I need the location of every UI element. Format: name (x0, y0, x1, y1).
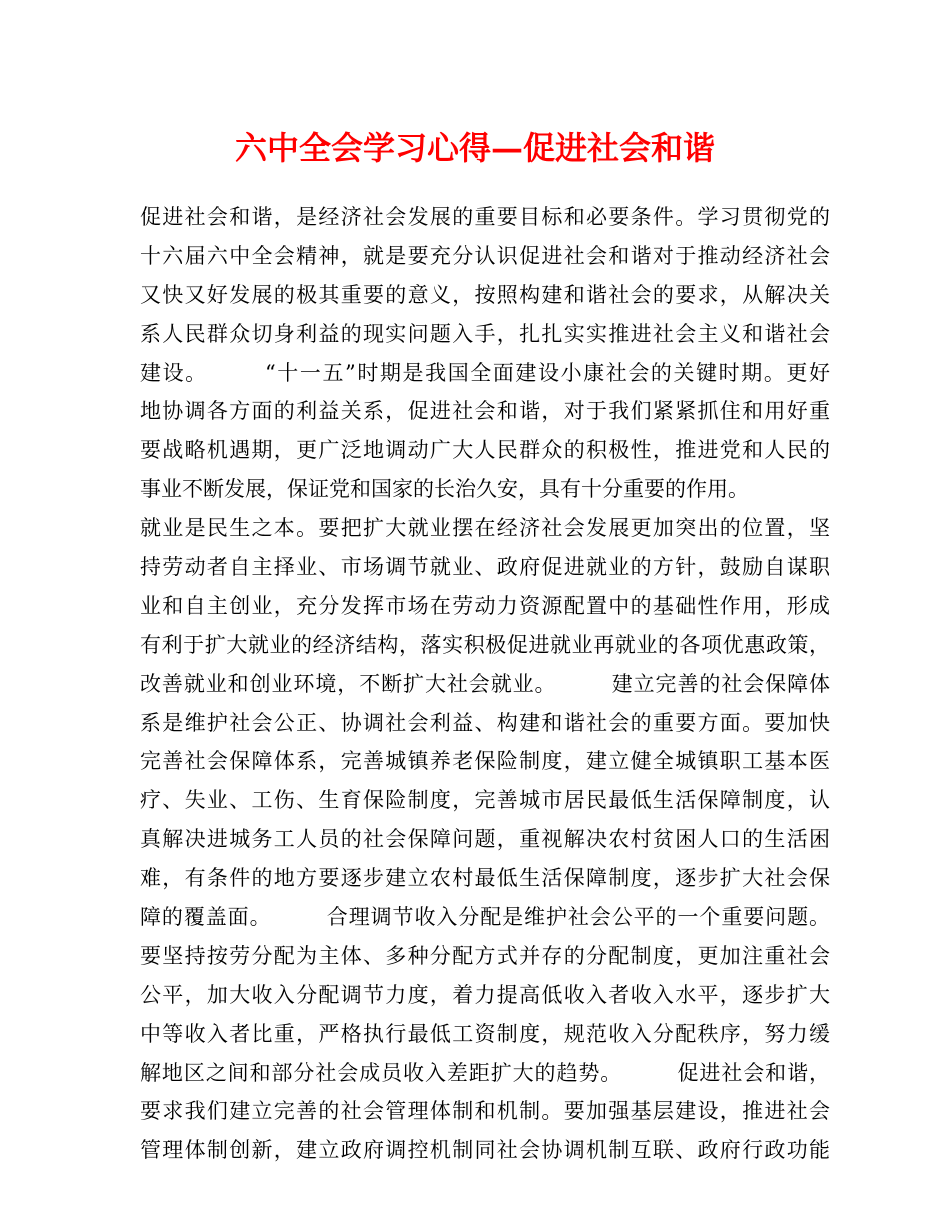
body-line: 系是维护社会公正、协调社会利益、构建和谐社会的重要方面。要加快 (140, 710, 830, 735)
body-line: 要战略机遇期，更广泛地调动广大人民群众的积极性，推进党和人民的 (140, 438, 830, 463)
document-body (140, 198, 830, 1170)
body-line: 障的覆盖面。 合理调节收入分配是维护社会公平的一个重要问题。 (140, 905, 830, 930)
body-line: 完善社会保障体系，完善城镇养老保险制度，建立健全城镇职工基本医 (140, 749, 830, 774)
body-line: 又快又好发展的极其重要的意义，按照构建和谐社会的要求，从解决关 (140, 282, 830, 307)
body-line: 业和自主创业，充分发挥市场在劳动力资源配置中的基础性作用，形成 (140, 593, 830, 618)
body-line: 十六届六中全会精神，就是要充分认识促进社会和谐对于推动经济社会 (140, 243, 830, 268)
body-line: 促进社会和谐，是经济社会发展的重要目标和必要条件。学习贯彻党的 (140, 205, 830, 229)
body-line: 要坚持按劳分配为主体、多种分配方式并存的分配制度，更加注重社会 (140, 943, 830, 968)
body-line: 系人民群众切身利益的现实问题入手，扎扎实实推进社会主义和谐社会 (140, 321, 830, 346)
body-line: 疗、失业、工伤、生育保险制度，完善城市居民最低生活保障制度，认 (140, 788, 830, 813)
body-line: 要求我们建立完善的社会管理体制和机制。要加强基层建设，推进社会 (140, 1099, 830, 1124)
document-title: 六中全会学习心得—促进社会和谐 (234, 129, 715, 167)
body-line: 难，有条件的地方要逐步建立农村最低生活保障制度，逐步扩大社会保 (140, 866, 830, 891)
body-line: 管理体制创新，建立政府调控机制同社会协调机制互联、政府行政功能 (140, 1138, 830, 1163)
body-line: 解地区之间和部分社会成员收入差距扩大的趋势。 促进社会和谐， (140, 1060, 830, 1085)
body-line: 地协调各方面的利益关系，促进社会和谐，对于我们紧紧抓住和用好重 (140, 399, 830, 424)
body-line: 改善就业和创业环境，不断扩大社会就业。 建立完善的社会保障体 (140, 671, 830, 696)
body-line: 公平，加大收入分配调节力度，着力提高低收入者收入水平，逐步扩大 (140, 982, 830, 1007)
body-line: 中等收入者比重，严格执行最低工资制度，规范收入分配秩序，努力缓 (140, 1021, 830, 1046)
body-line: 就业是民生之本。要把扩大就业摆在经济社会发展更加突出的位置，坚 (140, 516, 830, 541)
body-line: 有利于扩大就业的经济结构，落实积极促进就业再就业的各项优惠政策， (140, 632, 830, 657)
body-line: 持劳动者自主择业、市场调节就业、政府促进就业的方针，鼓励自谋职 (140, 555, 830, 580)
body-line: 真解决进城务工人员的社会保障问题，重视解决农村贫困人口的生活困 (140, 827, 830, 852)
body-line: 建设。 “十一五”时期是我国全面建设小康社会的关键时期。更好 (140, 360, 830, 385)
body-line: 事业不断发展，保证党和国家的长治久安，具有十分重要的作用。 (140, 477, 760, 502)
